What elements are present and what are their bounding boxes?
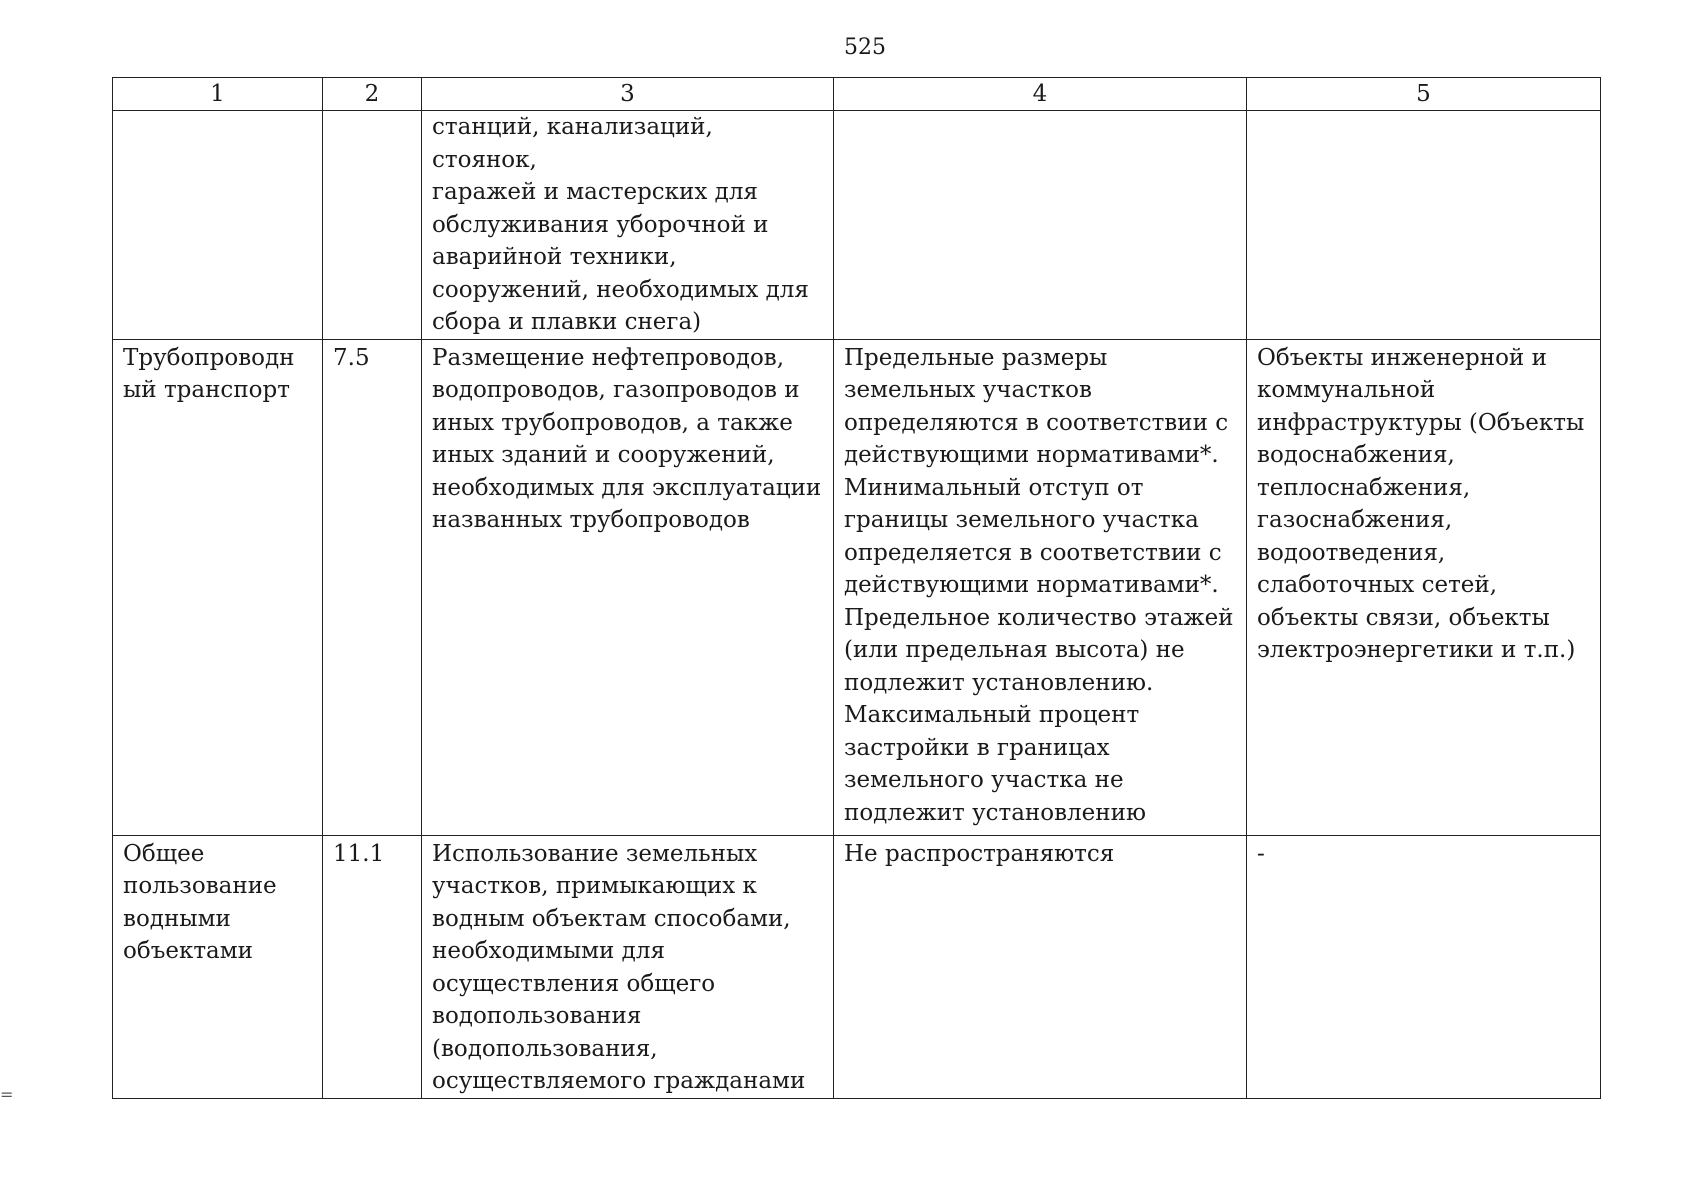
cell-code: 7.5 (323, 339, 422, 835)
header-col-2: 2 (323, 78, 422, 111)
header-col-5: 5 (1247, 78, 1601, 111)
header-col-3: 3 (422, 78, 834, 111)
cell-description: станций, канализаций, стоянок, гаражей и мастерских для обслуживания уборочной и аварийной техники, сооружений, необходимых для сбора и плавки снега) (422, 111, 834, 340)
margin-mark: = (0, 1085, 14, 1104)
header-col-1: 1 (113, 78, 323, 111)
table-row-water-use (113, 835, 1601, 1098)
header-row (113, 78, 1601, 111)
cell-code: 11.1 (323, 835, 422, 1098)
header-col-4: 4 (834, 78, 1247, 111)
cell-use-type: Общее пользование водными объектами (113, 835, 323, 1098)
table-row-continuation (113, 111, 1601, 340)
cell-description: Использование земельных участков, примыкающих к водным объектам способами, необходимыми для осуществления общего водопользования (водопользования, осуществляемого гражданами (422, 835, 834, 1098)
table-row-pipeline-transport (113, 339, 1601, 835)
cell-parameters: Не распространяются (834, 835, 1247, 1098)
cell-description: Размещение нефтепроводов, водопроводов, газопроводов и иных трубопроводов, а также иных зданий и сооружений, необходимых для эксплуатации названных трубопроводов (422, 339, 834, 835)
cell-code (323, 111, 422, 340)
cell-parameters (834, 111, 1247, 340)
cell-objects: - (1247, 835, 1601, 1098)
land-use-table (112, 77, 1601, 1099)
cell-parameters: Предельные размеры земельных участков определяются в соответствии с действующими нормативами*. Минимальный отступ от границы земельного участка определяется в соответствии с действующими нормативами*. Предельное количество этажей (или предельная высота) не подлежит установлению. Максимальный процент застройки в границах земельного участка не подлежит установлению (834, 339, 1247, 835)
page-number: 525 (844, 35, 886, 60)
cell-objects: Объекты инженерной и коммунальной инфраструктуры (Объекты водоснабжения, теплоснабжения, газоснабжения, водоотведения, слаботочных сетей, объекты связи, объекты электроэнергетики и т.п.) (1247, 339, 1601, 835)
cell-objects (1247, 111, 1601, 340)
cell-use-type (113, 111, 323, 340)
cell-use-type: Трубопроводн ый транспорт (113, 339, 323, 835)
